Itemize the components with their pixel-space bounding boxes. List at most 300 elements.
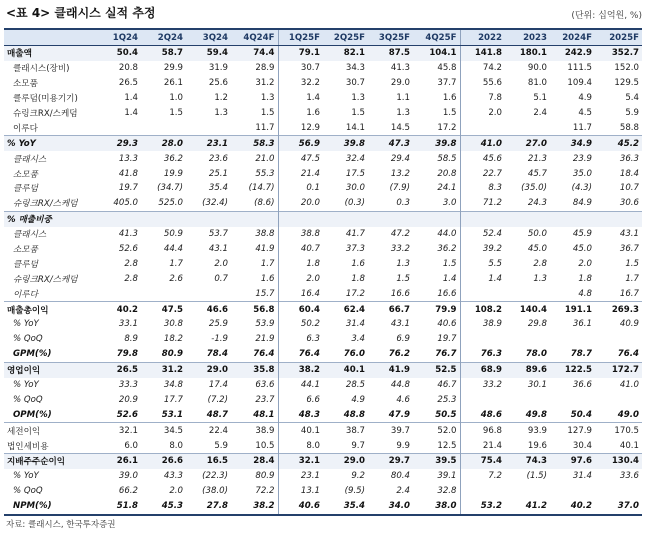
table-row — [4, 347, 642, 362]
value-cell: 21.4 — [278, 166, 323, 181]
table-row — [4, 454, 642, 469]
value-cell — [460, 484, 505, 499]
value-cell: 20.8 — [437, 168, 457, 179]
value-cell: 96.8 — [460, 423, 505, 438]
value-cell: 2.8 — [124, 258, 138, 269]
value-cell: 78.7 — [570, 349, 592, 360]
value-cell: 1.6 — [260, 273, 275, 284]
value-cell: 1.8 — [351, 273, 365, 284]
value-cell: 31.2 — [141, 362, 186, 377]
value-cell: 38.9 — [231, 423, 278, 438]
value-cell — [323, 211, 368, 226]
row-label: 클래시스 — [13, 154, 47, 165]
value-cell: 25.3 — [437, 394, 457, 405]
value-cell: (32.4) — [202, 198, 228, 209]
header-period-2024f: 2024F — [550, 29, 595, 46]
row-label: 클루덤(미용기기) — [13, 94, 78, 105]
value-cell: 56.9 — [278, 136, 323, 151]
value-cell: 40.1 — [323, 362, 368, 377]
value-cell: 28.9 — [255, 63, 275, 74]
value-cell: 30.4 — [572, 440, 592, 451]
value-cell: 41.9 — [368, 362, 413, 377]
row-label: 소모품 — [13, 79, 38, 90]
value-cell: 39.0 — [118, 471, 138, 482]
value-cell — [460, 120, 505, 135]
value-cell: 20.0 — [278, 196, 323, 211]
value-cell: 122.5 — [550, 362, 595, 377]
value-cell: 269.3 — [595, 302, 642, 317]
row-label: % YoY — [13, 380, 39, 391]
value-cell: 39.8 — [413, 136, 460, 151]
value-cell — [141, 120, 186, 135]
value-cell: 1.7 — [625, 273, 639, 284]
value-cell: 170.5 — [595, 423, 642, 438]
value-cell: 4.9 — [578, 93, 592, 104]
value-cell: 11.7 — [572, 122, 592, 133]
value-cell: 2.0 — [278, 271, 323, 286]
value-cell: 33.2 — [460, 378, 505, 393]
value-cell: 21.9 — [255, 334, 275, 345]
table-row — [4, 499, 642, 515]
value-cell: 41.3 — [118, 229, 138, 240]
value-cell: 23.1 — [186, 136, 231, 151]
value-cell: 0.7 — [214, 273, 228, 284]
value-cell — [141, 211, 186, 226]
value-cell: 26.5 — [118, 78, 138, 89]
value-cell: 29.8 — [527, 319, 547, 330]
value-cell: 46.6 — [186, 302, 231, 317]
value-cell: 46.7 — [437, 380, 457, 391]
value-cell — [186, 211, 231, 226]
value-cell — [186, 286, 231, 301]
value-cell: 34.8 — [163, 380, 183, 391]
value-cell: 26.6 — [141, 454, 186, 469]
value-cell: 40.1 — [278, 423, 323, 438]
value-cell: 172.7 — [595, 362, 642, 377]
value-cell: 40.6 — [437, 319, 457, 330]
value-cell: 52.4 — [460, 227, 505, 242]
value-cell: 17.4 — [208, 380, 228, 391]
value-cell: 1.3 — [396, 108, 410, 118]
table-row — [4, 378, 642, 393]
header-label-cell — [4, 29, 96, 46]
value-cell: 51.8 — [96, 499, 141, 515]
value-cell: 84.9 — [572, 198, 592, 209]
value-cell: 3.4 — [351, 334, 365, 345]
value-cell — [505, 332, 550, 347]
value-cell — [278, 211, 323, 226]
value-cell — [595, 392, 642, 407]
value-cell: 32.1 — [278, 454, 323, 469]
value-cell: 90.0 — [527, 63, 547, 74]
value-cell: 50.4 — [96, 46, 141, 61]
value-cell: 23.1 — [278, 469, 323, 484]
value-cell: 180.1 — [505, 46, 550, 61]
header-period-2022: 2022 — [460, 29, 505, 46]
value-cell: 6.6 — [278, 392, 323, 407]
row-label: NPM(%) — [4, 499, 96, 515]
value-cell: 19.9 — [163, 168, 183, 179]
value-cell: (1.5) — [526, 471, 547, 482]
value-cell: 32.2 — [278, 76, 323, 91]
row-label: 법인세비용 — [7, 441, 49, 452]
value-cell: 40.1 — [619, 440, 639, 451]
row-label: % 매출비중 — [4, 211, 96, 226]
value-cell: 525.0 — [158, 198, 183, 209]
value-cell: 50.2 — [278, 317, 323, 332]
row-label: % QoQ — [13, 394, 43, 405]
value-cell: 19.7 — [437, 334, 457, 345]
table-row — [4, 76, 642, 91]
value-cell: 53.1 — [161, 409, 183, 420]
value-cell: (38.0) — [202, 486, 228, 497]
value-cell: 29.0 — [323, 454, 368, 469]
value-cell: 1.5 — [169, 108, 183, 118]
value-cell: 2.0 — [169, 486, 183, 497]
value-cell: 28.4 — [231, 454, 278, 469]
table-row — [4, 46, 642, 61]
table-row — [4, 91, 642, 106]
value-cell: 50.5 — [435, 409, 457, 420]
value-cell: 2.0 — [578, 258, 592, 269]
table-row — [4, 286, 642, 301]
value-cell: 13.1 — [278, 484, 323, 499]
value-cell: 39.2 — [460, 242, 505, 257]
table-row — [4, 438, 642, 453]
table-row — [4, 166, 642, 181]
value-cell: (35.0) — [521, 183, 547, 194]
value-cell: (9.5) — [344, 486, 365, 497]
value-cell: 16.7 — [619, 288, 639, 299]
value-cell: 36.2 — [437, 244, 457, 255]
value-cell: 1.4 — [124, 108, 138, 118]
table-row — [4, 469, 642, 484]
value-cell: 1.1 — [396, 93, 410, 104]
value-cell: 32.1 — [96, 423, 141, 438]
value-cell: 242.9 — [550, 46, 595, 61]
value-cell: -1.9 — [211, 334, 228, 345]
value-cell: 33.2 — [390, 244, 410, 255]
row-label: % YoY — [13, 471, 39, 482]
value-cell: 16.4 — [278, 286, 323, 301]
value-cell: 45.0 — [527, 244, 547, 255]
value-cell: 93.9 — [505, 423, 550, 438]
table-row — [4, 211, 642, 226]
value-cell: 44.8 — [390, 380, 410, 391]
value-cell: 140.4 — [505, 302, 550, 317]
value-cell — [550, 484, 595, 499]
table-row — [4, 227, 642, 242]
row-label: 매출액 — [4, 46, 96, 61]
value-cell: 5.9 — [625, 108, 639, 118]
row-label: 슈링크RX/스케덤 — [13, 199, 78, 210]
value-cell: 14.5 — [390, 122, 410, 133]
value-cell: 43.1 — [208, 244, 228, 255]
value-cell: 129.5 — [614, 78, 639, 89]
value-cell — [595, 211, 642, 226]
value-cell: 6.9 — [396, 334, 410, 345]
header-period-1q25f: 1Q25F — [278, 29, 323, 46]
header-row — [4, 29, 642, 46]
value-cell: 39.5 — [413, 454, 460, 469]
value-cell: 76.0 — [343, 349, 365, 360]
table-body — [4, 46, 642, 515]
value-cell: 8.3 — [460, 181, 505, 196]
value-cell: 1.6 — [442, 93, 457, 104]
value-cell: 11.7 — [255, 122, 275, 133]
value-cell: 32.8 — [437, 486, 457, 497]
value-cell — [96, 120, 141, 135]
table-row — [4, 271, 642, 286]
value-cell: 28.5 — [345, 380, 365, 391]
value-cell: 3.0 — [442, 198, 457, 209]
value-cell: 5.5 — [460, 256, 505, 271]
value-cell: 1.5 — [396, 273, 410, 284]
value-cell: 68.9 — [460, 362, 505, 377]
value-cell: 2.8 — [533, 258, 547, 269]
table-row — [4, 196, 642, 211]
value-cell: (22.3) — [202, 471, 228, 482]
value-cell: 36.3 — [619, 153, 639, 164]
value-cell: 53.7 — [208, 229, 228, 240]
value-cell: 8.9 — [124, 334, 138, 345]
value-cell: 29.3 — [96, 136, 141, 151]
value-cell: 6.3 — [278, 332, 323, 347]
value-cell: 0.3 — [396, 198, 410, 209]
value-cell: 32.4 — [345, 153, 365, 164]
value-cell: 0.1 — [278, 181, 323, 196]
value-cell: 66.2 — [118, 486, 138, 497]
value-cell: 31.4 — [345, 319, 365, 330]
value-cell: 30.6 — [619, 198, 639, 209]
value-cell: 38.9 — [460, 317, 505, 332]
value-cell: 35.4 — [208, 183, 228, 194]
value-cell: 29.0 — [390, 78, 410, 89]
value-cell: 10.5 — [255, 440, 275, 451]
value-cell — [186, 120, 231, 135]
value-cell: 352.7 — [595, 46, 642, 61]
value-cell: 13.2 — [390, 168, 410, 179]
value-cell: 111.5 — [567, 63, 592, 74]
value-cell — [460, 332, 505, 347]
value-cell: 33.1 — [118, 319, 138, 330]
value-cell: 82.1 — [323, 46, 368, 61]
value-cell: 34.0 — [368, 499, 413, 515]
value-cell: 55.6 — [460, 76, 505, 91]
row-label: GPM(%) — [13, 349, 52, 360]
value-cell: 37.3 — [345, 244, 365, 255]
value-cell: 35.0 — [572, 168, 592, 179]
value-cell: 50.9 — [163, 229, 183, 240]
row-label: 소모품 — [13, 169, 38, 180]
table-row — [4, 256, 642, 271]
value-cell: 22.7 — [460, 166, 505, 181]
value-cell: 1.6 — [351, 258, 365, 269]
value-cell: 1.3 — [214, 108, 228, 118]
value-cell: 104.1 — [413, 46, 460, 61]
value-cell: 23.9 — [572, 153, 592, 164]
value-cell: 45.8 — [437, 63, 457, 74]
value-cell: 31.2 — [255, 78, 275, 89]
value-cell: 13.3 — [118, 153, 138, 164]
value-cell: 30.1 — [527, 380, 547, 391]
value-cell: 34.5 — [141, 423, 186, 438]
value-cell: 152.0 — [614, 63, 639, 74]
value-cell: 23.6 — [208, 153, 228, 164]
value-cell: 52.5 — [413, 362, 460, 377]
value-cell — [505, 120, 550, 135]
value-cell: 2.0 — [214, 258, 228, 269]
value-cell: 1.7 — [260, 258, 275, 269]
value-cell — [413, 211, 460, 226]
value-cell: 60.4 — [278, 302, 323, 317]
row-label: OPM(%) — [13, 409, 52, 420]
value-cell: 1.3 — [351, 93, 365, 104]
value-cell: (4.3) — [571, 183, 592, 194]
value-cell: 17.2 — [345, 288, 365, 299]
value-cell: 50.0 — [527, 229, 547, 240]
value-cell: 1.0 — [169, 93, 183, 104]
value-cell: 74.3 — [505, 454, 550, 469]
value-cell — [368, 211, 413, 226]
value-cell: 26.1 — [96, 454, 141, 469]
value-cell: 130.4 — [595, 454, 642, 469]
value-cell: 31.4 — [572, 471, 592, 482]
value-cell: 1.4 — [124, 93, 138, 104]
table-row — [4, 302, 642, 317]
row-label: % YoY — [13, 319, 39, 330]
value-cell: 24.3 — [527, 198, 547, 209]
value-cell — [595, 332, 642, 347]
value-cell: 80.9 — [255, 471, 275, 482]
row-label: 슈링크RX/스케덤 — [13, 109, 78, 119]
value-cell: 36.7 — [619, 244, 639, 255]
table-row — [4, 362, 642, 377]
value-cell: 34.3 — [345, 63, 365, 74]
value-cell: 1.5 — [260, 108, 275, 118]
value-cell: 41.0 — [619, 380, 639, 391]
value-cell: 109.4 — [567, 78, 592, 89]
value-cell: 1.8 — [278, 256, 323, 271]
value-cell — [595, 484, 642, 499]
header-period-3q24: 3Q24 — [186, 29, 231, 46]
value-cell: 41.7 — [345, 229, 365, 240]
row-label: 클루덤 — [13, 259, 38, 270]
value-cell: 45.7 — [527, 168, 547, 179]
value-cell: 31.9 — [208, 63, 228, 74]
value-cell: 45.0 — [572, 244, 592, 255]
value-cell: 38.8 — [255, 229, 275, 240]
value-cell: 33.3 — [118, 380, 138, 391]
row-label: 영업이익 — [4, 362, 96, 377]
value-cell: 2.0 — [460, 106, 505, 121]
value-cell: 1.8 — [578, 273, 592, 284]
value-cell: 1.3 — [396, 258, 410, 269]
value-cell: 25.1 — [208, 168, 228, 179]
value-cell: 1.5 — [351, 108, 365, 118]
value-cell: 71.2 — [460, 196, 505, 211]
value-cell: 1.5 — [625, 258, 639, 269]
value-cell: 15.7 — [255, 288, 275, 299]
value-cell: 36.2 — [163, 153, 183, 164]
value-cell: 45.2 — [595, 136, 642, 151]
value-cell: 5.9 — [214, 440, 228, 451]
value-cell: 2.4 — [533, 108, 547, 118]
value-cell: 17.2 — [437, 122, 457, 133]
value-cell: 39.7 — [368, 423, 413, 438]
value-cell: 35.4 — [323, 499, 368, 515]
value-cell — [550, 392, 595, 407]
value-cell: 55.3 — [255, 168, 275, 179]
value-cell: 2.6 — [169, 273, 183, 284]
value-cell: 47.9 — [388, 409, 410, 420]
value-cell — [505, 211, 550, 226]
unit-note: (단위: 십억원, %) — [571, 11, 642, 21]
value-cell: 6.0 — [124, 440, 138, 451]
value-cell: 80.9 — [161, 349, 183, 360]
value-cell: 21.0 — [255, 153, 275, 164]
value-cell: 2.8 — [124, 273, 138, 284]
value-cell: 58.3 — [231, 136, 278, 151]
value-cell: 59.4 — [186, 46, 231, 61]
value-cell: 72.2 — [255, 486, 275, 497]
value-cell: 58.8 — [619, 122, 639, 133]
value-cell: 80.4 — [390, 471, 410, 482]
value-cell: 1.4 — [460, 271, 505, 286]
value-cell: 38.2 — [231, 499, 278, 515]
value-cell: 79.8 — [116, 349, 138, 360]
value-cell: 48.8 — [343, 409, 365, 420]
value-cell: 43.3 — [163, 471, 183, 482]
header-period-2q25f: 2Q25F — [323, 29, 368, 46]
table-row — [4, 484, 642, 499]
value-cell: 8.0 — [169, 440, 183, 451]
value-cell: 20.9 — [118, 394, 138, 405]
value-cell: 37.7 — [437, 78, 457, 89]
value-cell: 29.4 — [390, 153, 410, 164]
value-cell: 18.4 — [619, 168, 639, 179]
value-cell: 53.9 — [255, 319, 275, 330]
value-cell — [96, 286, 141, 301]
value-cell: 1.4 — [278, 91, 323, 106]
value-cell: 34.9 — [550, 136, 595, 151]
value-cell: 66.7 — [368, 302, 413, 317]
value-cell: 39.8 — [323, 136, 368, 151]
value-cell: 38.2 — [278, 362, 323, 377]
value-cell: 48.6 — [460, 407, 505, 422]
value-cell: 7.8 — [460, 91, 505, 106]
value-cell: 49.8 — [525, 409, 547, 420]
value-cell: 141.8 — [460, 46, 505, 61]
value-cell: 49.0 — [617, 409, 639, 420]
value-cell: (14.7) — [248, 183, 275, 194]
value-cell: 14.1 — [345, 122, 365, 133]
row-label: % QoQ — [13, 334, 43, 345]
row-label: 클루덤 — [13, 184, 38, 195]
value-cell: 21.4 — [460, 438, 505, 453]
value-cell: (0.3) — [344, 198, 365, 209]
value-cell: 4.5 — [578, 108, 592, 118]
value-cell — [460, 392, 505, 407]
row-label: 이루다 — [13, 123, 38, 134]
table-row — [4, 106, 642, 121]
value-cell: (8.6) — [254, 198, 275, 209]
value-cell: 30.0 — [345, 183, 365, 194]
value-cell: 9.2 — [351, 471, 365, 482]
value-cell: 25.6 — [208, 78, 228, 89]
value-cell: 405.0 — [113, 198, 138, 209]
value-cell — [550, 332, 595, 347]
